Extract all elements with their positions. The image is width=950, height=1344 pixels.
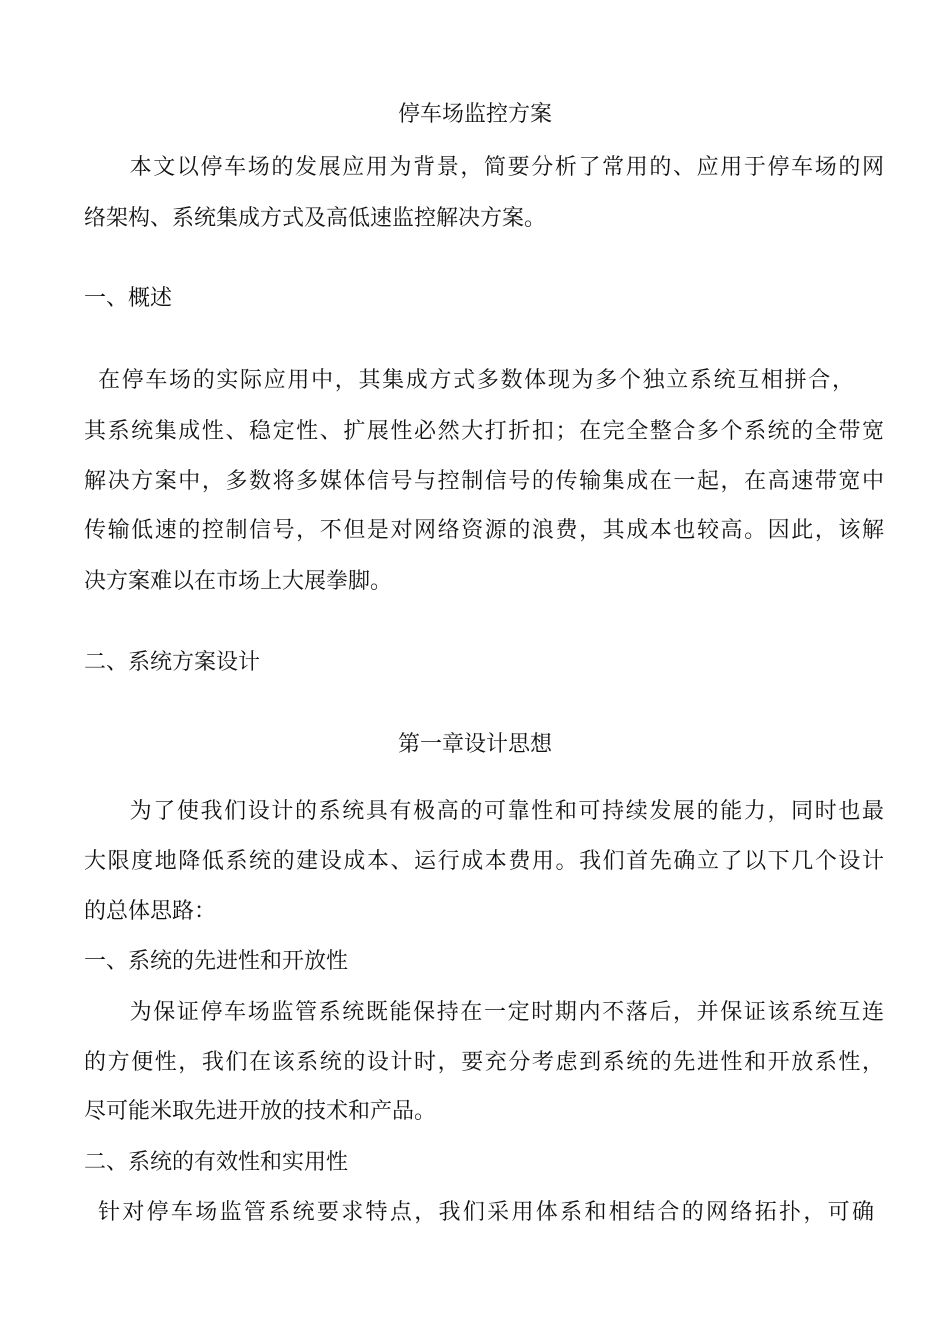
point1-line-1: 为保证停车场监管系统既能保持在一定时期内不落后，并保证该系统互连 xyxy=(106,1000,884,1025)
point1-line-3: 尽可能米取先进开放的技术和产品。 xyxy=(84,1099,437,1124)
chapter-line-1: 为了使我们设计的系统具有极高的可靠性和可持续发展的能力，同时也最 xyxy=(106,799,884,824)
point-heading-2: 二、系统的有效性和实用性 xyxy=(84,1150,349,1175)
intro-line-2: 络架构、系统集成方式及高低速监控解决方案。 xyxy=(84,206,547,231)
section-heading-design: 二、系统方案设计 xyxy=(84,650,261,675)
overview-line-5: 决方案难以在市场上大展拳脚。 xyxy=(84,569,393,594)
intro-line-1: 本文以停车场的发展应用为背景，简要分析了常用的、应用于停车场的网 xyxy=(106,155,884,180)
point-heading-1: 一、系统的先进性和开放性 xyxy=(84,949,349,974)
section-heading-overview: 一、概述 xyxy=(84,286,173,311)
chapter-line-3: 的总体思路： xyxy=(84,899,217,924)
point2-line-1: 针对停车场监管系统要求特点，我们采用体系和相结合的网络拓扑，可确 xyxy=(98,1200,874,1225)
overview-line-2: 其系统集成性、稳定性、扩展性必然大打折扣；在完全整合多个系统的全带宽 xyxy=(84,419,884,444)
chapter-line-2: 大限度地降低系统的建设成本、运行成本费用。我们首先确立了以下几个设计 xyxy=(84,849,884,874)
overview-line-3: 解决方案中，多数将多媒体信号与控制信号的传输集成在一起，在高速带宽中 xyxy=(84,469,884,494)
overview-line-4: 传输低速的控制信号，不但是对网络资源的浪费，其成本也较高。因此，该解 xyxy=(84,518,884,543)
overview-line-1: 在停车场的实际应用中，其集成方式多数体现为多个独立系统互相拼合， xyxy=(98,368,854,393)
document-title: 停车场监控方案 xyxy=(397,102,552,127)
chapter-title: 第一章设计思想 xyxy=(397,732,552,757)
point1-line-2: 的方便性，我们在该系统的设计时，要充分考虑到系统的先进性和开放系性， xyxy=(84,1050,884,1075)
